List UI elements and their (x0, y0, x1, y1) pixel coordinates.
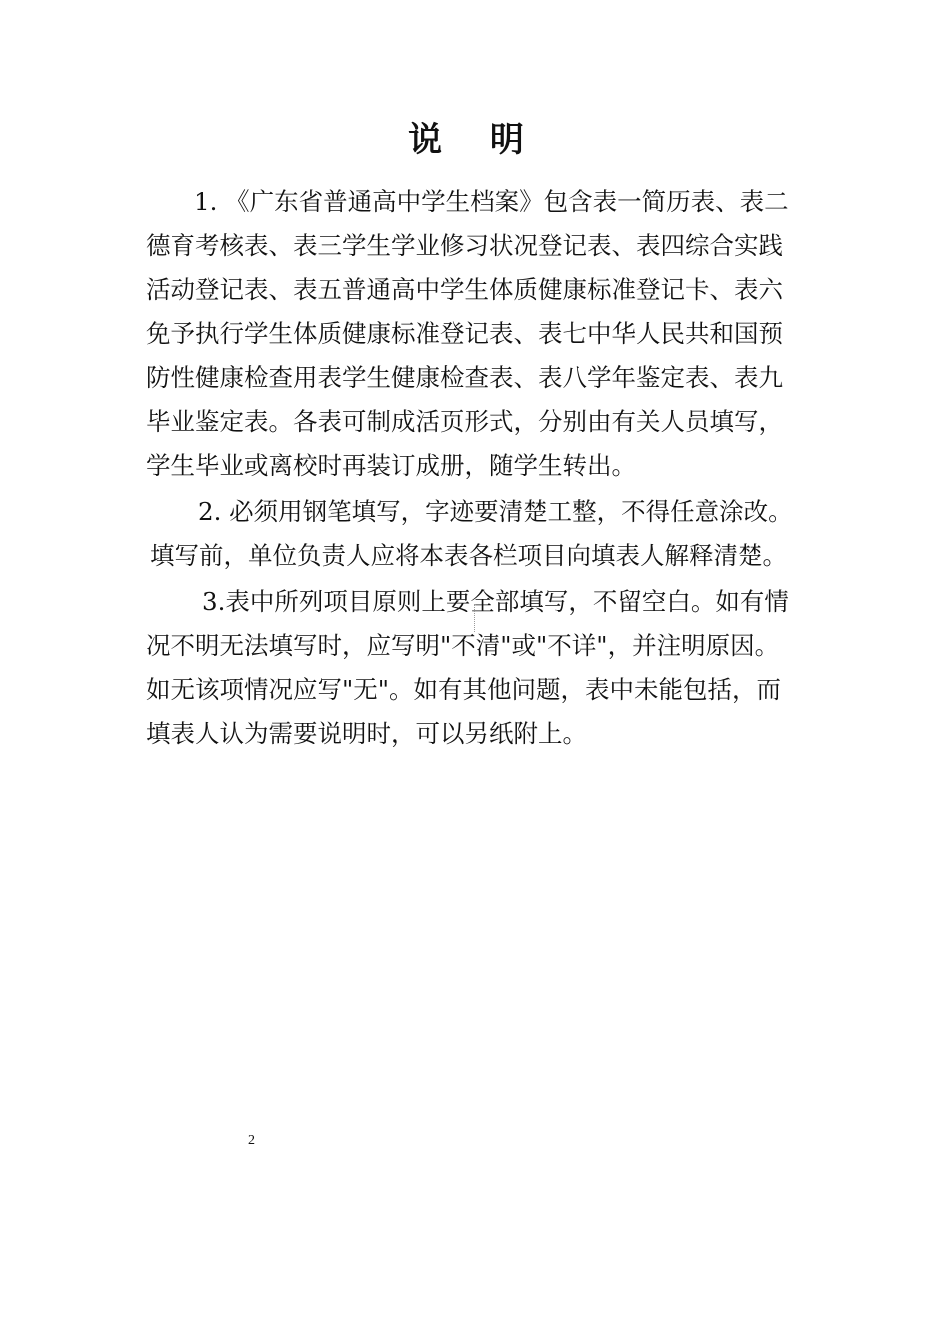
text-line: 如无该项情况应写"无"。如有其他问题，表中未能包括，而 (146, 675, 782, 704)
text-line: 2. 必须用钢笔填写，字迹要清楚工整，不得任意涂改。 (198, 497, 793, 526)
paragraph-1 (146, 180, 812, 488)
text-line: 防性健康检查用表学生健康检查表、表八学年鉴定表、表九 (146, 363, 783, 392)
text-line: 活动登记表、表五普通高中学生体质健康标准登记卡、表六 (146, 275, 783, 304)
text-line: 学生毕业或离校时再装订成册，随学生转出。 (146, 451, 636, 480)
text-line: 况不明无法填写时，应写明"不清"或"不详"，并注明原因。 (146, 631, 780, 660)
text-line: 德育考核表、表三学生学业修习状况登记表、表四综合实践 (146, 231, 783, 260)
paragraph-3 (146, 580, 812, 756)
text-line: 填表人认为需要说明时，可以另纸附上。 (146, 719, 587, 748)
text-line: 毕业鉴定表。各表可制成活页形式，分别由有关人员填写， (146, 407, 783, 436)
page-title: 说 明 (408, 120, 542, 160)
text-line: 填写前，单位负责人应将本表各栏项目向填表人解释清楚。 (150, 541, 787, 570)
text-cursor-mark (474, 604, 475, 632)
paragraph-2 (146, 490, 812, 578)
text-line: 免予执行学生体质健康标准登记表、表七中华人民共和国预 (146, 319, 783, 348)
text-line: 3.表中所列项目原则上要全部填写，不留空白。如有情 (202, 587, 789, 616)
page-number: 2 (248, 1133, 255, 1148)
text-line: 1. 《广东省普通高中学生档案》包含表一简历表、表二 (194, 187, 789, 216)
